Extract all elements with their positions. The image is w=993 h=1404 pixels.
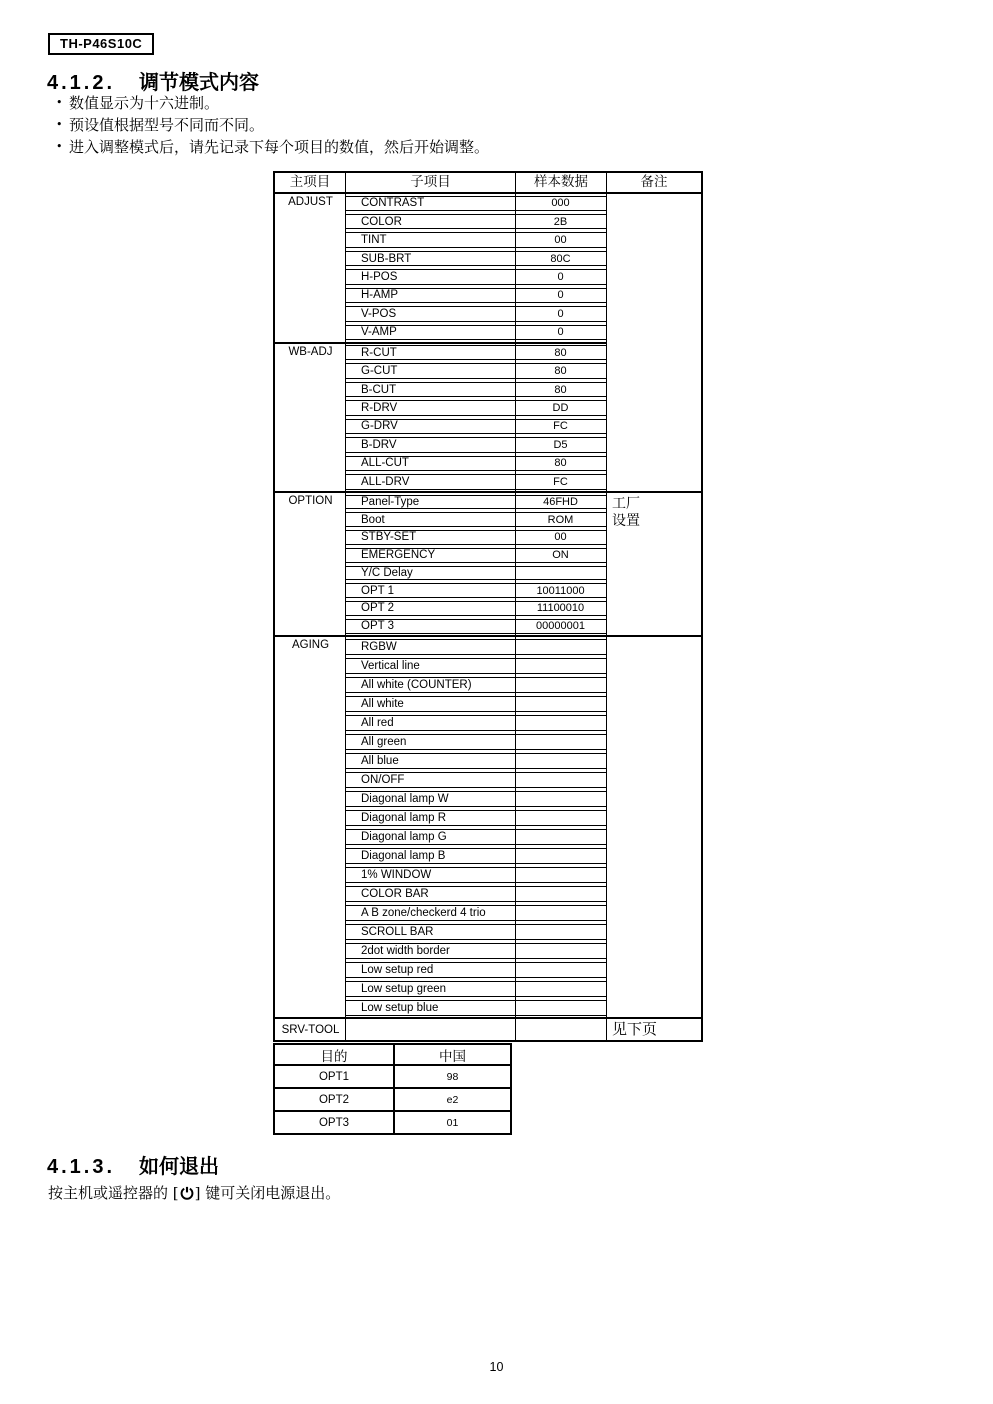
sample-data-cell: 80 [515,382,606,397]
column-divider [345,194,346,491]
sub-item-cell: Boot [346,512,515,527]
column-divider [515,1019,516,1040]
section-number: 4.1.3. [47,1156,116,1178]
opt-value-cell: 01 [446,1116,459,1129]
sub-item-cell: H-POS [346,269,515,284]
sample-data-cell: 10011000 [515,583,606,598]
sub-item-cell: Y/C Delay [346,566,515,581]
sub-item-cell: OPT 2 [346,601,515,616]
sub-item-cell: ON/OFF [346,772,515,788]
table-section [275,1019,606,1040]
bullet-text: 数值显示为十六进制。 [69,94,220,112]
opt-value-cell: e2 [446,1093,459,1106]
header-cell: 子项目 [346,173,516,192]
section-rows [346,344,606,492]
sub-item-cell: Diagonal lamp W [346,791,515,807]
column-divider [515,493,516,635]
power-icon [179,1184,195,1202]
table-row [346,770,606,789]
sample-data-cell: DD [515,400,606,415]
section-number: 4.1.2. [47,72,116,94]
sub-item-cell: SCROLL BAR [346,924,515,940]
sub-item-cell: R-DRV [346,400,515,415]
opt-code-table [273,1043,512,1135]
table-row [346,713,606,732]
main-item-cell: OPTION [288,495,333,507]
sub-item-cell: STBY-SET [346,530,515,545]
remark-cell [606,637,701,1017]
sample-data-cell [515,753,606,769]
remark-cell [606,493,701,635]
table-row [346,564,606,582]
table-row [346,582,606,600]
table-row [275,1066,510,1089]
table-row [346,194,606,212]
exit-text-prefix: 按主机或遥控器的 [ [48,1184,179,1202]
section-rows [346,1019,606,1040]
sub-item-cell: All white (COUNTER) [346,677,515,693]
header-cell: 中国 [439,1048,466,1064]
sub-item-cell: Vertical line [346,658,515,674]
table-row [346,473,606,491]
table-row [275,1112,510,1133]
table-row [346,417,606,435]
sub-item-cell: ALL-CUT [346,456,515,471]
table-row [346,979,606,998]
sub-item-cell: R-CUT [346,345,515,360]
column-divider [345,637,346,1017]
table-row [346,546,606,564]
section-rows [346,493,606,635]
sample-data-cell [515,886,606,902]
sample-data-cell [515,715,606,731]
table-row [346,903,606,922]
sample-data-cell [515,1019,606,1040]
remark-cell [606,194,701,491]
sample-data-cell [515,639,606,655]
bullet-text: 预设值根据型号不同而不同。 [69,116,265,134]
page-number: 10 [489,1360,504,1374]
sub-item-cell: COLOR [346,214,515,229]
table-row [346,323,606,341]
sample-data-cell: ROM [515,512,606,527]
sample-data-cell [515,734,606,750]
table-row [346,732,606,751]
bullet-item [56,136,489,158]
sample-data-cell: 80C [515,251,606,266]
section-heading-412 [47,66,259,95]
table-section [275,194,606,344]
sample-data-cell: 00 [515,530,606,545]
table-row [346,808,606,827]
main-item-cell: WB-ADJ [288,345,333,358]
sample-data-cell: 80 [515,345,606,360]
table-row [346,865,606,884]
section-rows [346,637,606,1017]
sub-item-cell: 2dot width border [346,943,515,959]
table-row [346,960,606,979]
table-section [275,344,606,492]
table-row [346,637,606,656]
table-row [346,436,606,454]
table-row [346,493,606,511]
sub-item-cell: 1% WINDOW [346,867,515,883]
sample-data-cell [515,566,606,581]
sub-item-cell: Panel-Type [346,495,515,510]
table-band [275,1019,701,1040]
table-row [346,600,606,618]
section-heading-413 [47,1150,219,1179]
table-header-row [275,173,701,194]
table-row [346,675,606,694]
table-row [346,1019,606,1040]
sub-item-cell: H-AMP [346,288,515,303]
sub-item-cell: B-DRV [346,437,515,452]
section-title: 如何退出 [139,1156,220,1178]
sub-item-cell: V-AMP [346,325,515,340]
sub-item-cell: Low setup green [346,981,515,997]
adjust-mode-table [273,171,703,1042]
bullet-icon: • [56,118,63,131]
column-divider [345,493,346,635]
sample-data-cell: 0 [515,269,606,284]
sub-item-cell: Low setup blue [346,1000,515,1016]
section-title: 调节模式内容 [139,72,260,94]
sub-item-cell: Low setup red [346,962,515,978]
header-cell: 样本数据 [516,173,607,192]
table-row [346,362,606,380]
exit-text-suffix: ] 键可关闭电源退出。 [194,1184,341,1202]
table-row [346,212,606,230]
remark-line: 设置 [612,512,640,528]
sample-data-cell [515,981,606,997]
sub-item-cell: G-CUT [346,363,515,378]
sample-data-cell [515,867,606,883]
header-cell: 备注 [640,174,668,189]
table-band [275,194,701,493]
sample-data-cell: 2B [515,214,606,229]
opt-value-cell: 98 [446,1070,459,1083]
table-row [346,249,606,267]
table-row [346,511,606,529]
table-row [346,922,606,941]
sub-item-cell [346,1019,515,1040]
column-divider [515,194,516,491]
sub-item-cell: TINT [346,232,515,247]
table-row [346,344,606,362]
sample-data-cell: 0 [515,288,606,303]
table-row [346,231,606,249]
sub-item-cell: OPT 1 [346,583,515,598]
sub-item-cell: V-POS [346,306,515,321]
opt-label-cell: OPT1 [275,1066,395,1087]
sub-item-cell: ALL-DRV [346,474,515,489]
remark-line: 见下页 [612,1021,658,1038]
sample-data-cell: 80 [515,363,606,378]
main-item-cell: SRV-TOOL [281,1023,340,1036]
exit-instruction [48,1183,340,1203]
main-item-cell: AGING [291,639,330,651]
sample-data-cell: 80 [515,456,606,471]
sample-data-cell: 000 [515,196,606,211]
sample-data-cell [515,962,606,978]
header-cell: 主项目 [275,173,346,192]
sample-data-cell: FC [515,474,606,489]
table-row [346,529,606,547]
sub-item-cell: G-DRV [346,419,515,434]
table-row [346,399,606,417]
sample-data-cell [515,924,606,940]
table-section [275,493,606,635]
remark-line: 工厂 [612,495,640,511]
sample-data-cell [515,848,606,864]
band-left [275,1019,606,1040]
bullet-text: 进入调整模式后，请先记录下每个项目的数值，然后开始调整。 [69,138,490,156]
opt-table-header-row [275,1045,510,1066]
table-row [346,884,606,903]
sub-item-cell: Diagonal lamp B [346,848,515,864]
sample-data-cell [515,943,606,959]
table-row [346,656,606,675]
sample-data-cell: 11100010 [515,601,606,616]
sub-item-cell: Diagonal lamp G [346,829,515,845]
table-row [275,1089,510,1112]
table-row [346,305,606,323]
sample-data-cell [515,791,606,807]
table-row [346,286,606,304]
table-band [275,493,701,637]
model-plate: TH-P46S10C [48,33,154,55]
table-row [346,268,606,286]
table-row [346,617,606,635]
table-row [346,694,606,713]
bullet-icon: • [56,96,63,109]
table-row [346,454,606,472]
sample-data-cell [515,772,606,788]
sub-item-cell: B-CUT [346,382,515,397]
sub-item-cell: All blue [346,753,515,769]
header-cell: 目的 [275,1045,395,1064]
table-row [346,827,606,846]
sample-data-cell [515,829,606,845]
opt-label-cell: OPT2 [275,1089,395,1110]
sample-data-cell [515,677,606,693]
band-left [275,637,606,1017]
table-row [346,998,606,1017]
sub-item-cell: A B zone/checkerd 4 trio [346,905,515,921]
table-band [275,637,701,1019]
sample-data-cell: FC [515,419,606,434]
band-left [275,493,606,635]
table-row [346,846,606,865]
bullet-list [56,92,489,158]
sample-data-cell [515,658,606,674]
sub-item-cell: All green [346,734,515,750]
bullet-item [56,92,489,114]
main-item-cell: ADJUST [288,196,333,208]
sub-item-cell: EMERGENCY [346,548,515,563]
bullet-icon: • [56,140,63,153]
sub-item-cell: RGBW [346,639,515,655]
sub-item-cell: SUB-BRT [346,251,515,266]
sample-data-cell: 00000001 [515,619,606,634]
remark-cell [606,1019,701,1040]
sub-item-cell: CONTRAST [346,196,515,211]
band-left [275,194,606,491]
sample-data-cell [515,696,606,712]
table-row [346,789,606,808]
sample-data-cell: ON [515,548,606,563]
sample-data-cell [515,905,606,921]
column-divider [345,1019,346,1040]
table-row [346,941,606,960]
sample-data-cell: D5 [515,437,606,452]
section-rows [346,194,606,342]
sample-data-cell: 0 [515,325,606,340]
sub-item-cell: Diagonal lamp R [346,810,515,826]
sub-item-cell: OPT 3 [346,619,515,634]
column-divider [515,637,516,1017]
sub-item-cell: All white [346,696,515,712]
sample-data-cell: 00 [515,232,606,247]
opt-label-cell: OPT3 [275,1112,395,1133]
sample-data-cell [515,1000,606,1016]
sample-data-cell [515,810,606,826]
bullet-item [56,114,489,136]
sub-item-cell: All red [346,715,515,731]
table-row [346,380,606,398]
sample-data-cell: 0 [515,306,606,321]
sub-item-cell: COLOR BAR [346,886,515,902]
table-row [346,751,606,770]
sample-data-cell: 46FHD [515,495,606,510]
table-section [275,637,606,1017]
